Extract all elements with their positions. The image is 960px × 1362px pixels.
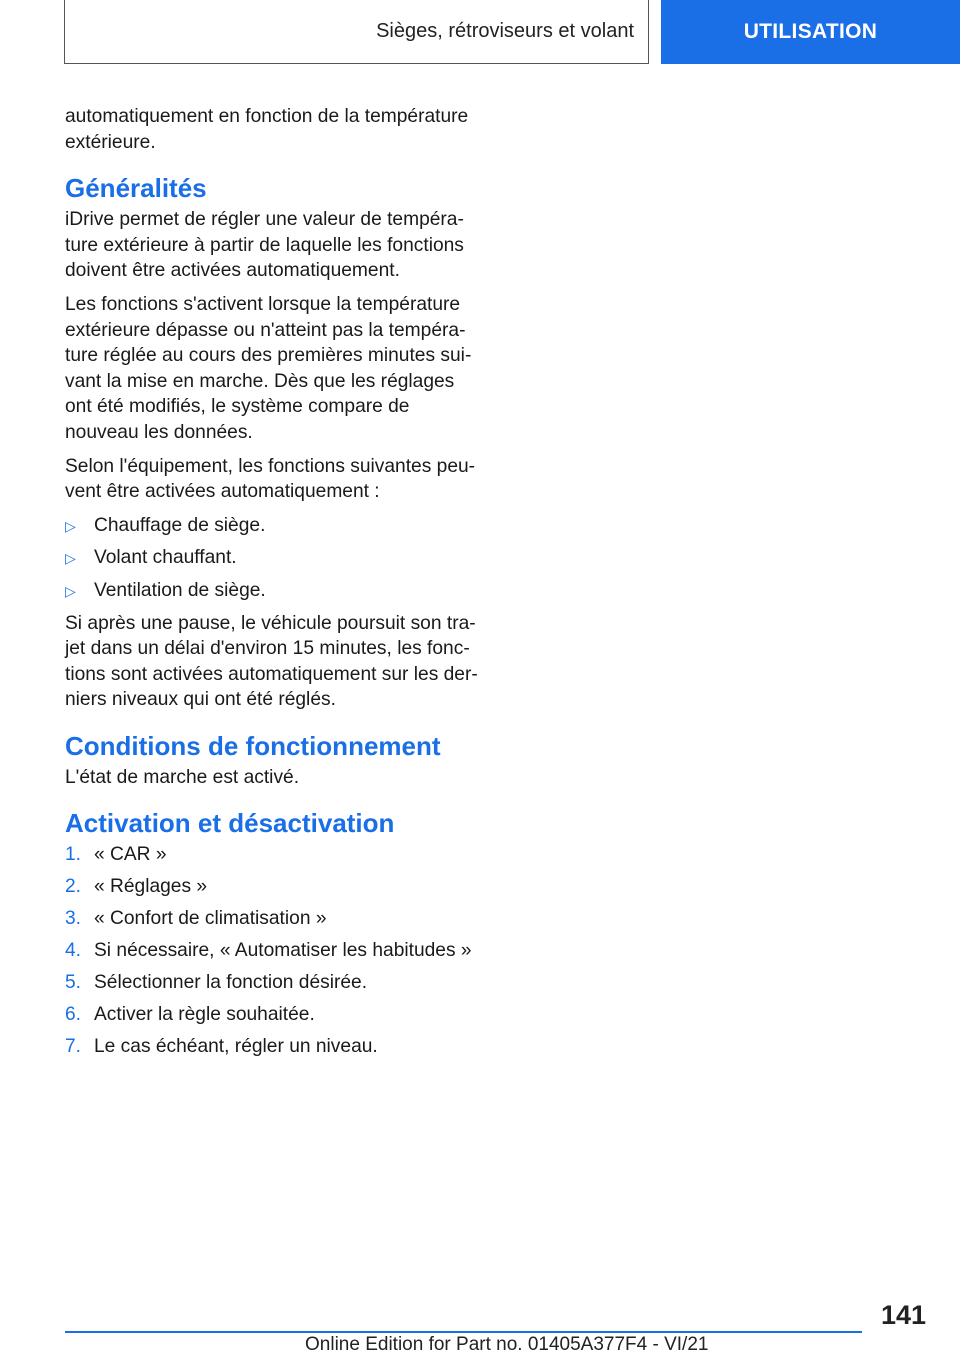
chapter-title: UTILISATION — [743, 20, 878, 43]
step-text: « Confort de climatisation » — [94, 908, 327, 930]
footer-edition-text: Online Edition for Part no. 01405A377F4 - VI/21 — [305, 1334, 709, 1355]
step-number: 5. — [65, 972, 82, 994]
footer-divider — [65, 1331, 862, 1333]
triangle-bullet-icon: ▷ — [65, 582, 76, 599]
conditions-paragraph: L'état de marche est activé. — [65, 766, 300, 788]
list-item — [65, 874, 483, 900]
list-item — [65, 1034, 483, 1060]
list-item — [65, 578, 483, 605]
triangle-bullet-icon: ▷ — [65, 550, 76, 567]
page-content — [65, 104, 483, 1066]
step-text: « Réglages » — [94, 876, 208, 898]
page-number: 141 — [880, 1300, 926, 1330]
triangle-bullet-icon: ▷ — [65, 517, 76, 534]
step-number: 4. — [65, 940, 82, 962]
header-chapter-tab — [661, 0, 960, 64]
list-item — [65, 1002, 483, 1028]
feature-bullet-list — [65, 513, 483, 605]
section-title: Sièges, rétroviseurs et volant — [376, 20, 634, 42]
generalites-paragraph-2: Les fonctions s'activent lorsque la température extérieure dépasse ou n'atteint pas la température réglée au cours des premières minutes suivant la mise en marche. Dès que les réglages ont été modifiés, le système compare de nouveau les données. — [65, 293, 472, 443]
list-item — [65, 970, 483, 996]
list-item — [65, 906, 483, 932]
list-item — [65, 842, 483, 868]
header-section-title — [64, 0, 649, 64]
bullet-text: Ventilation de siège. — [94, 579, 266, 601]
step-number: 6. — [65, 1004, 82, 1026]
heading-activation: Activation et désactivation — [65, 808, 395, 839]
intro-paragraph: automatiquement en fonction de la température extérieure. — [65, 106, 469, 153]
step-text: « CAR » — [94, 844, 167, 866]
generalites-paragraph-1: iDrive permet de régler une valeur de température extérieure à partir de laquelle les fonctions doivent être activées automatiquement. — [65, 209, 464, 282]
list-item — [65, 513, 483, 540]
list-item — [65, 545, 483, 572]
step-number: 3. — [65, 908, 82, 930]
generalites-paragraph-4: Si après une pause, le véhicule poursuit son trajet dans un délai d'environ 15 minutes, les fonctions sont activées automatiquement sur les derniers niveaux qui ont été réglés. — [65, 612, 478, 711]
heading-conditions: Conditions de fonctionnement — [65, 730, 441, 761]
bullet-text: Chauffage de siège. — [94, 514, 266, 536]
bullet-text: Volant chauffant. — [94, 547, 237, 569]
step-text: Le cas échéant, régler un niveau. — [94, 1036, 378, 1058]
step-number: 2. — [65, 876, 82, 898]
generalites-paragraph-3: Selon l'équipement, les fonctions suivantes peuvent être activées automatiquement : — [65, 455, 476, 503]
step-number: 7. — [65, 1036, 82, 1058]
step-text: Activer la règle souhaitée. — [94, 1004, 315, 1026]
list-item — [65, 938, 483, 964]
step-text: Si nécessaire, « Automatiser les habitudes » — [94, 940, 472, 962]
heading-generalites: Généralités — [65, 173, 207, 204]
activation-steps-list — [65, 842, 483, 1060]
step-text: Sélectionner la fonction désirée. — [94, 972, 368, 994]
step-number: 1. — [65, 844, 82, 866]
